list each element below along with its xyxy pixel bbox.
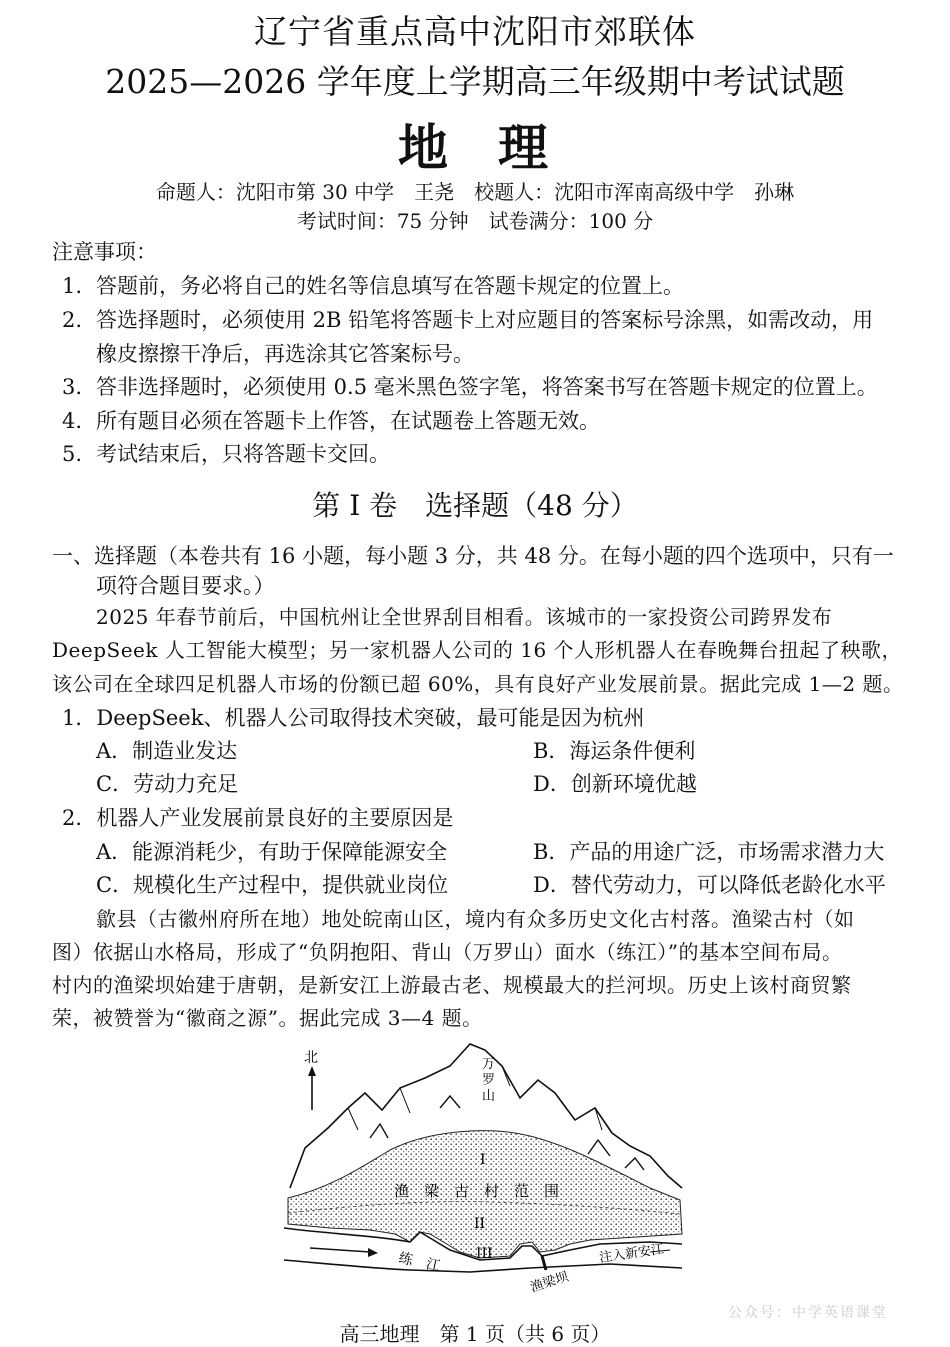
outflow-label: 注入新安江	[598, 1242, 665, 1266]
question-2-option-d: D．替代劳动力，可以降低老龄化水平	[533, 873, 886, 897]
passage-line: 荣，被赞誉为“徽商之源”。据此完成 3—4 题。	[52, 1006, 483, 1030]
note-item: 2. 答选择题时，必须使用 2B 铅笔将答题卡上对应题目的答案标号涂黑，如需改动，用	[62, 308, 874, 332]
note-item: 3. 答非选择题时，必须使用 0.5 毫米黑色签字笔，将答案书写在答题卡规定的位置上。	[62, 375, 878, 399]
passage-line: DeepSeek 人工智能大模型；另一家机器人公司的 16 个人形机器人在春晚舞台扭起了秧歌，	[52, 638, 903, 662]
question-2-option-b: B．产品的用途广泛，市场需求潜力大	[533, 840, 885, 864]
region-1-label: I	[480, 1152, 486, 1168]
passage-line: 歙县（古徽州府所在地）地处皖南山区，境内有众多历史文化古村落。渔梁古村（如	[96, 907, 855, 931]
note-item: 5. 考试结束后，只将答题卡交回。	[62, 442, 390, 466]
question-1-option-d: D．创新环境优越	[533, 772, 697, 796]
question-2-stem: 2．机器人产业发展前景良好的主要原因是	[62, 806, 454, 830]
subject-title	[0, 108, 950, 180]
mountain-label-3: 山	[482, 1089, 496, 1104]
question-1-option-c: C．劳动力充足	[96, 772, 239, 796]
note-item: 1. 答题前，务必将自己的姓名等信息填写在答题卡规定的位置上。	[62, 274, 684, 298]
region-2-label: II	[474, 1216, 486, 1232]
page-footer: 高三地理 第 1 页（共 6 页）	[339, 1322, 611, 1346]
passage-line: 该公司在全球四足机器人市场的份额已超 60%，具有良好产业发展前景。据此完成 1—2 题。	[52, 672, 904, 696]
mountain-label-2: 罗	[482, 1073, 496, 1088]
question-2-option-a: A．能源消耗少，有助于保障能源安全	[96, 840, 448, 864]
passage-line: 2025 年春节前后，中国杭州让全世界刮目相看。该城市的一家投资公司跨界发布	[96, 605, 833, 629]
note-item: 4. 所有题目必须在答题卡上作答，在试题卷上答题无效。	[62, 409, 600, 433]
question-2-option-c: C．规模化生产过程中，提供就业岗位	[96, 873, 449, 897]
region-3-label: III	[476, 1246, 493, 1262]
village-range-label: 渔 梁 古 村 范 围	[394, 1182, 560, 1200]
subject-char-1: 地	[398, 118, 452, 177]
watermark: 公众号：中学英语课堂	[728, 1305, 888, 1321]
river-label: 练 江	[397, 1250, 442, 1275]
river-flow-arrow	[310, 1248, 370, 1252]
subject-char-2: 理	[498, 118, 552, 177]
passage-line: 村内的渔梁坝始建于唐朝，是新安江上游最古老、规模最大的拦河坝。历史上该村商贸繁	[52, 973, 852, 997]
part-heading-continuation: 项符合题目要求。）	[96, 574, 275, 598]
dam-label: 渔梁坝	[528, 1269, 571, 1296]
north-label: 北	[304, 1050, 318, 1066]
north-arrow-head	[308, 1066, 316, 1076]
notes-title: 注意事项：	[52, 240, 157, 264]
question-1-stem: 1．DeepSeek、机器人公司取得技术突破，最可能是因为杭州	[62, 706, 645, 730]
part-heading: 一、选择题（本卷共有 16 小题，每小题 3 分，共 48 分。在每小题的四个选项中，只有一	[52, 544, 894, 568]
village-map-figure	[270, 1038, 690, 1300]
authors-line: 命题人：沈阳市第 30 中学 王尧 校题人：沈阳市浑南高级中学 孙琳	[155, 180, 795, 204]
exam-term-title: 2025—2026 学年度上学期高三年级期中考试试题	[105, 62, 845, 101]
note-item-continuation: 橡皮擦擦干净后，再选涂其它答案标号。	[96, 342, 474, 366]
exam-org-title: 辽宁省重点高中沈阳市郊联体	[254, 12, 696, 51]
section-title: 第 I 卷 选择题（48 分）	[312, 489, 638, 522]
exam-info-line: 考试时间：75 分钟 试卷满分：100 分	[296, 209, 654, 233]
passage-line: 图）依据山水格局，形成了“负阴抱阳、背山（万罗山）面水（练江）”的基本空间布局。	[52, 940, 843, 964]
mountain-label-1: 万	[482, 1057, 496, 1072]
question-1-option-b: B．海运条件便利	[533, 739, 696, 763]
question-1-option-a: A．制造业发达	[96, 739, 238, 763]
